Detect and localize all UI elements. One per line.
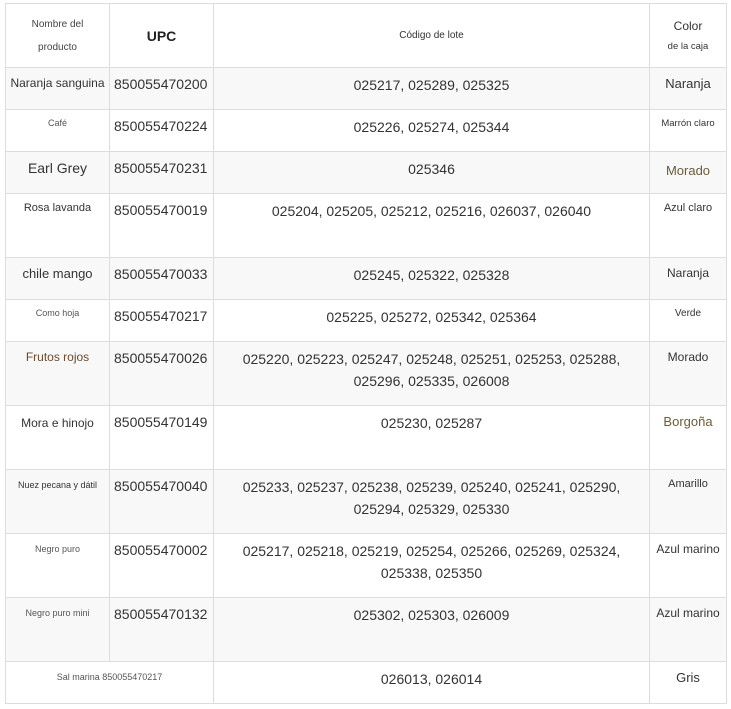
header-product-line2: producto — [38, 41, 77, 53]
product-name-cell: Sal marina 850055470217 — [6, 662, 214, 704]
product-name-cell: Frutos rojos — [6, 342, 110, 406]
box-color-cell: Azul claro — [650, 194, 727, 258]
header-product-line1: Nombre del — [31, 18, 84, 30]
lote-cell: 025217, 025289, 025325 — [214, 68, 650, 110]
box-color-cell: Morado — [650, 342, 727, 406]
table-row — [6, 598, 727, 662]
lote-cell: 025245, 025322, 025328 — [214, 258, 650, 300]
lote-cell: 025233, 025237, 025238, 025239, 025240, 025241, 025290, 025294, 025329, 025330 — [214, 470, 650, 534]
header-color-line1: Color — [673, 19, 703, 33]
product-name-cell: Naranja sanguina — [6, 68, 110, 110]
table-row — [6, 470, 727, 534]
header-product — [6, 4, 110, 68]
lote-cell: 025230, 025287 — [214, 406, 650, 470]
upc-cell: 850055470200 — [110, 68, 214, 110]
upc-cell: 850055470040 — [110, 470, 214, 534]
lote-cell: 025217, 025218, 025219, 025254, 025266, 025269, 025324, 025338, 025350 — [214, 534, 650, 598]
box-color-cell: Naranja — [650, 258, 727, 300]
product-name-cell: Earl Grey — [6, 152, 110, 194]
product-name-cell: Negro puro mini — [6, 598, 110, 662]
lote-cell: 025226, 025274, 025344 — [214, 110, 650, 152]
product-name-cell: Negro puro — [6, 534, 110, 598]
upc-cell: 850055470132 — [110, 598, 214, 662]
product-name-cell: chile mango — [6, 258, 110, 300]
product-name-cell: Café — [6, 110, 110, 152]
box-color-cell: Morado — [650, 152, 727, 194]
box-color-cell: Naranja — [650, 68, 727, 110]
box-color-cell: Borgoña — [650, 406, 727, 470]
table-row — [6, 68, 727, 110]
lote-cell: 025204, 025205, 025212, 025216, 026037, 026040 — [214, 194, 650, 258]
header-lote: Código de lote — [214, 4, 650, 68]
table-row — [6, 258, 727, 300]
table-row — [6, 342, 727, 406]
product-name-cell: Nuez pecana y dátil — [6, 470, 110, 534]
table-row — [6, 194, 727, 258]
table-row — [6, 152, 727, 194]
product-name-cell: Como hoja — [6, 300, 110, 342]
lote-cell: 025346 — [214, 152, 650, 194]
table-row — [6, 300, 727, 342]
box-color-cell: Gris — [650, 662, 727, 704]
product-name-cell: Mora e hinojo — [6, 406, 110, 470]
box-color-cell: Marrón claro — [650, 110, 727, 152]
product-name-cell: Rosa lavanda — [6, 194, 110, 258]
header-row — [6, 4, 727, 68]
header-upc: UPC — [110, 4, 214, 68]
header-color-line2: de la caja — [667, 41, 709, 52]
lote-cell: 025225, 025272, 025342, 025364 — [214, 300, 650, 342]
upc-cell: 850055470033 — [110, 258, 214, 300]
upc-cell: 850055470224 — [110, 110, 214, 152]
upc-cell: 850055470217 — [110, 300, 214, 342]
lote-cell: 025302, 025303, 026009 — [214, 598, 650, 662]
box-color-cell: Verde — [650, 300, 727, 342]
box-color-cell: Azul marino — [650, 598, 727, 662]
product-lot-table — [5, 3, 727, 704]
lote-cell: 025220, 025223, 025247, 025248, 025251, 025253, 025288, 025296, 025335, 026008 — [214, 342, 650, 406]
upc-cell: 850055470019 — [110, 194, 214, 258]
box-color-cell: Amarillo — [650, 470, 727, 534]
box-color-cell: Azul marino — [650, 534, 727, 598]
upc-cell: 850055470149 — [110, 406, 214, 470]
table-row — [6, 406, 727, 470]
table-row — [6, 534, 727, 598]
upc-cell: 850055470231 — [110, 152, 214, 194]
header-color — [650, 4, 727, 68]
table-row — [6, 662, 727, 704]
lote-cell: 026013, 026014 — [214, 662, 650, 704]
upc-cell: 850055470002 — [110, 534, 214, 598]
table-row — [6, 110, 727, 152]
upc-cell: 850055470026 — [110, 342, 214, 406]
